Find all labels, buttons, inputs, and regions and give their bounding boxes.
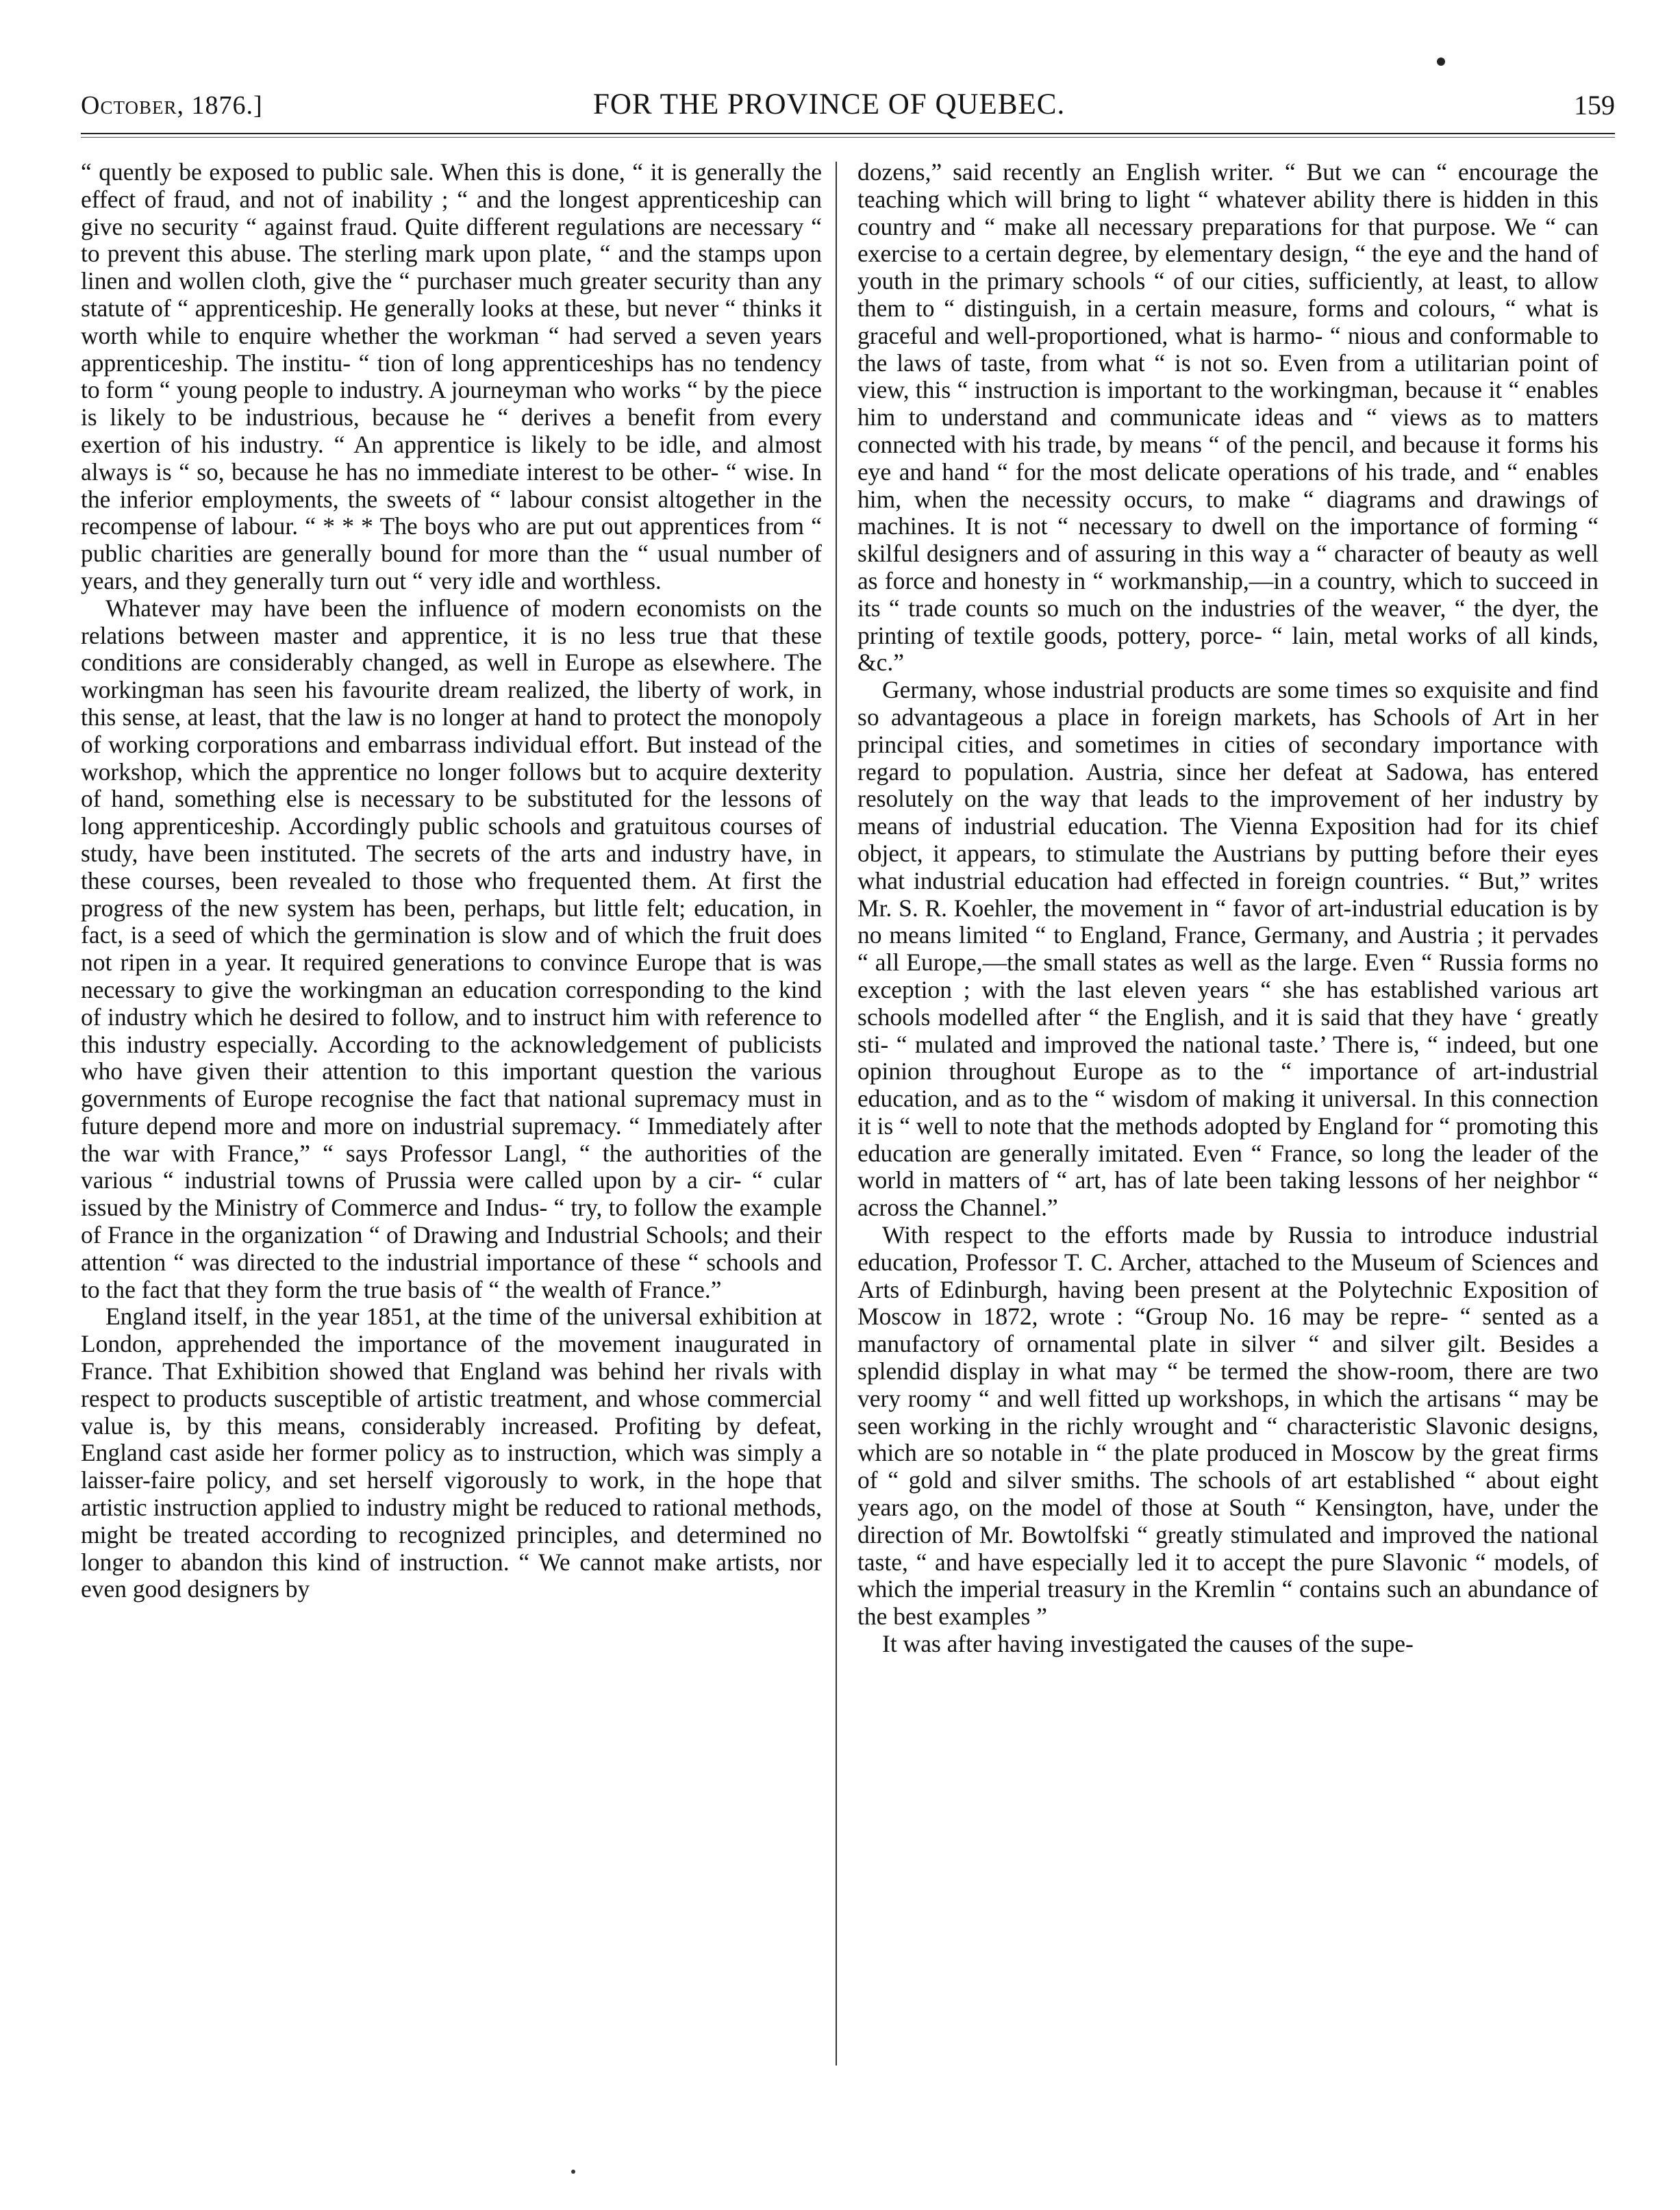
right-paragraph-1: dozens,” said recently an English writer. “ But we can “ encourage the teaching which will bring to light “ whatever ability there is hidden in this country and “ make all necessary preparations for that purpose. We “ can exercise to a certain degree, by elementary design, “ the eye and the hand of youth in the primary schools “ of our cities, sufficiently, at least, to allow them to “ distinguish, in a certain measure, forms and colours, “ what is graceful and well-proportioned, what is harmo- “ nious and conformable to the laws of taste, from what “ is not so. Even from a utilitarian point of view, this “ instruction is important to the workingman, because it “ enables him to understand and communicate ideas and “ views as to matters connected with his trade, by means “ of the pencil, and because it forms his eye and hand “ for the most delicate operations of his trade, and “ enables him, when the necessity occurs, to make “ diagrams and drawings of machines. It is not “ necessary to dwell on the importance of forming “ skilful designers and of assuring in this way a “ character of beauty as well as force and honesty in “ workmanship,—in a country, which to succeed in its “ trade counts so much on the industries of the weaver, “ the dyer, the printing of textile goods, pottery, porce- “ lain, metal works of all kinds, &c.” <box>857 159 1598 677</box>
ink-dot-bottom <box>571 2170 575 2174</box>
right-paragraph-3: With respect to the efforts made by Russia to introduce industrial education, Professor T. C. Archer, attached to the Museum of Sciences and Arts of Edinburgh, having been present at the Polytechnic Exposition of Moscow in 1872, wrote : “Group No. 16 may be repre- “ sented as a manufactory of ornamental plate in silver “ and silver gilt. Besides a splendid display in what may “ be termed the show-room, there are two very roomy “ and well fitted up workshops, in which the artisans “ may be seen working in the richly wrought and “ characteristic Slavonic designs, which are so notable in “ the plate produced in Moscow by the great firms of “ gold and silver smiths. The schools of art established “ about eight years ago, on the model of those at South “ Kensington, have, under the direction of Mr. Bowtolfski “ greatly stimulated and improved the national taste, “ and have especially led it to accept the pure Slavonic “ models, of which the imperial treasury in the Kremlin “ contains such an abundance of the best examples ” <box>857 1221 1598 1631</box>
issue-date: October, 1876.] <box>81 91 263 120</box>
running-head <box>81 90 1615 131</box>
right-paragraph-4: It was after having investigated the causes of the supe- <box>882 1630 1414 1658</box>
right-column <box>857 159 1598 2070</box>
left-paragraph-1: “ quently be exposed to public sale. When this is done, “ it is generally the effect of fraud, and not of inability ; “ and the longest apprenticeship can give no security “ against fraud. Quite different regulations are necessary “ to prevent this abuse. The sterling mark upon plate, “ and the stamps upon linen and wollen cloth, give the “ purchaser much greater security than any statute of “ apprenticeship. He generally looks at these, but never “ thinks it worth while to enquire whether the workman “ had served a seven years apprenticeship. The institu- “ tion of long apprenticeships has no tendency to form “ young people to industry. A journeyman who works “ by the piece is likely to be industrious, because he “ derives a benefit from every exertion of his industry. “ An apprentice is likely to be idle, and almost always is “ so, because he has no immediate interest to be other- “ wise. In the inferior employments, the sweets of “ labour consist altogether in the recompense of labour. “ * * * The boys who are put out apprentices from “ public charities are generally bound for more than the “ usual number of years, and they generally turn out “ very idle and worthless. <box>81 159 822 594</box>
right-paragraph-2: Germany, whose industrial products are some times so exquisite and find so advantageous a place in foreign markets, has Schools of Art in her principal cities, and sometimes in cities of secondary importance with regard to population. Austria, since her defeat at Sadowa, has entered resolutely on the way that leads to the improvement of her industry by means of industrial education. The Vienna Exposition had for its chief object, it appears, to stimulate the Austrians by putting before their eyes what industrial education had effected in foreign countries. “ But,” writes Mr. S. R. Koehler, the movement in “ favor of art-industrial education is by no means limited “ to England, France, Germany, and Austria ; it pervades “ all Europe,—the small states as well as the large. Even “ Russia forms no exception ; with the last eleven years “ she has established various art schools modelled after “ the English, and it is said that they have ‘ greatly sti- “ mulated and improved the national taste.’ There is, “ indeed, but one opinion throughout Europe as to the “ importance of art-industrial education, and as to the “ wisdom of making it universal. In this connection it is “ well to note that the methods adopted by England for “ promoting this education are generally imitated. Even “ France, so long the leader of the world in matters of “ art, has of late been taking lessons of her neighbor “ across the Channel.” <box>857 676 1598 1222</box>
header-rule <box>81 133 1615 134</box>
header-rule-thin <box>81 137 1615 138</box>
column-divider <box>836 162 837 2065</box>
ink-dot <box>1437 58 1445 66</box>
left-column <box>81 159 822 2070</box>
journal-title: FOR THE PROVINCE OF QUEBEC. <box>593 88 1066 121</box>
left-paragraph-2: Whatever may have been the influence of modern economists on the relations between master and apprentice, it is no less true that these conditions are considerably changed, as well in Europe as elsewhere. The workingman has seen his favourite dream realized, the liberty of work, in this sense, at least, that the law is no longer at hand to protect the monopoly of working corporations and embarrass individual effort. But instead of the workshop, which the apprentice no longer follows but to acquire dexterity of hand, something else is necessary to be substituted for the lessons of long apprenticeship. Accordingly public schools and gratuitous courses of study, have been instituted. The secrets of the arts and industry have, in these courses, been revealed to those who frequented them. At first the progress of the new system has been, perhaps, but little felt; education, in fact, is a seed of which the germination is slow and of which the fruit does not ripen in a year. It required generations to convince Europe that is was necessary to give the workingman an education corresponding to the kind of industry which he desired to follow, and to instruct him with reference to this industry especially. According to the acknowledgement of publicists who have given their attention to this important question the various governments of Europe recognise the fact that national supremacy must in future depend more and more on industrial supremacy. “ Immediately after the war with France,” “ says Professor Langl, “ the authorities of the various “ industrial towns of Prussia were called upon by a cir- “ cular issued by the Ministry of Commerce and Indus- “ try, to follow the example of France in the organization “ of Drawing and Industrial Schools; and their attention “ was directed to the industrial importance of these “ schools and to the fact that they form the true basis of “ the wealth of France.” <box>81 594 822 1303</box>
left-paragraph-3: England itself, in the year 1851, at the time of the universal exhibition at London, apprehended the importance of the movement inaugurated in France. That Exhibition showed that England was behind her rivals with respect to products susceptible of artistic treatment, and whose commercial value is, by this means, considerably increased. Profiting by defeat, England cast aside her former policy as to instruction, which was simply a laisser-faire policy, and set herself vigorously to work, in the hope that artistic instruction applied to industry might be reduced to rational methods, might be treated according to recognized principles, and determined no longer to abandon this kind of instruction. “ We cannot make artists, nor even good designers by <box>81 1303 822 1603</box>
page-number: 159 <box>1574 90 1615 121</box>
